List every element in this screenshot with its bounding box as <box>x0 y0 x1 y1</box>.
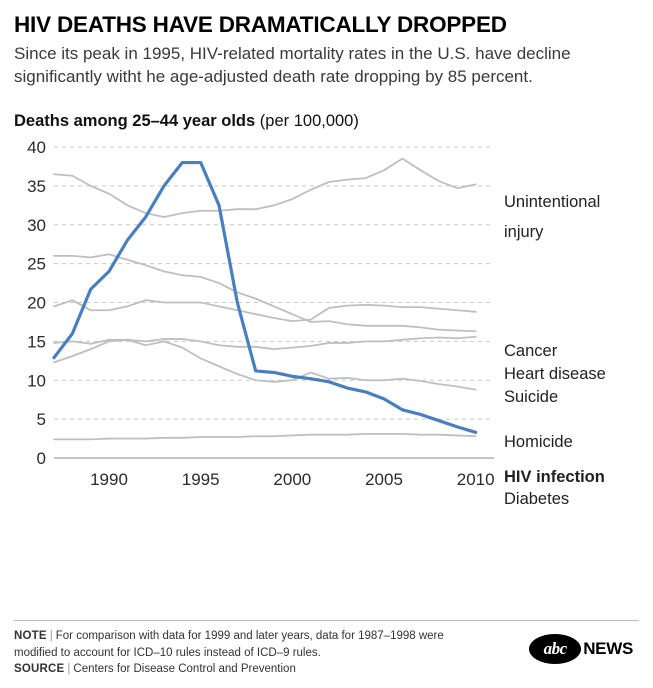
chart-title <box>14 112 639 131</box>
y-axis-tick-label: 15 <box>27 332 46 352</box>
y-axis-tick-label: 20 <box>27 293 46 313</box>
y-axis-tick-label: 10 <box>27 371 46 391</box>
series-line <box>54 337 476 349</box>
y-axis-tick-label: 35 <box>27 177 46 197</box>
note-label: NOTE <box>14 629 47 642</box>
x-axis-tick-label: 2010 <box>456 470 495 490</box>
note-text-block <box>14 628 484 678</box>
series-line <box>54 255 476 332</box>
note-line <box>14 628 484 661</box>
x-axis-tick-label: 1995 <box>181 470 220 490</box>
x-axis-tick-label: 2000 <box>273 470 312 490</box>
source-label: SOURCE <box>14 663 65 676</box>
series-line <box>54 163 476 433</box>
chart-title-units: (per 100,000) <box>255 112 359 131</box>
infographic-page <box>0 12 653 688</box>
chart-canvas <box>14 135 639 510</box>
abc-logo-news-text: NEWS <box>583 639 633 658</box>
series-label: Suicide <box>504 388 559 407</box>
series-label: Diabetes <box>504 490 570 509</box>
series-label: injury <box>504 223 544 242</box>
source-separator: | <box>67 663 71 676</box>
abc-logo-mark: abc <box>529 634 581 664</box>
chart-footer <box>14 620 639 678</box>
y-axis-tick-label: 25 <box>27 255 46 275</box>
series-label: Unintentional <box>504 193 601 212</box>
note-body: For comparison with data for 1999 and later years, data for 1987–1998 were modified to account for ICD–10 rules instead of ICD–9 rules. <box>14 629 444 659</box>
line-chart <box>14 135 639 510</box>
series-label: Homicide <box>504 433 573 452</box>
abc-news-logo <box>529 634 633 664</box>
subheadline: Since its peak in 1995, HIV-related mortality rates in the U.S. have decline significantly witht he age-adjusted death rate dropping by 85 percent. <box>14 44 571 86</box>
x-axis-tick-label: 2005 <box>365 470 403 490</box>
series-label: HIV infection <box>504 468 605 487</box>
y-axis-tick-label: 0 <box>36 449 46 469</box>
series-line <box>54 434 476 439</box>
note-separator: | <box>49 629 53 642</box>
x-axis-tick-label: 1990 <box>90 470 128 490</box>
series-line <box>54 159 476 217</box>
chart-title-main: Deaths among 25–44 year olds <box>14 112 256 131</box>
y-axis-tick-label: 5 <box>36 410 46 430</box>
page-title: HIV DEATHS HAVE DRAMATICALLY DROPPED <box>14 12 507 37</box>
y-axis-tick-label: 30 <box>27 216 46 236</box>
series-label: Heart disease <box>504 365 606 384</box>
footer-divider <box>14 620 639 621</box>
y-axis-tick-label: 40 <box>27 138 46 158</box>
source-body: Centers for Disease Control and Prevention <box>73 663 296 676</box>
source-line <box>14 661 484 678</box>
series-label: Cancer <box>504 342 558 361</box>
